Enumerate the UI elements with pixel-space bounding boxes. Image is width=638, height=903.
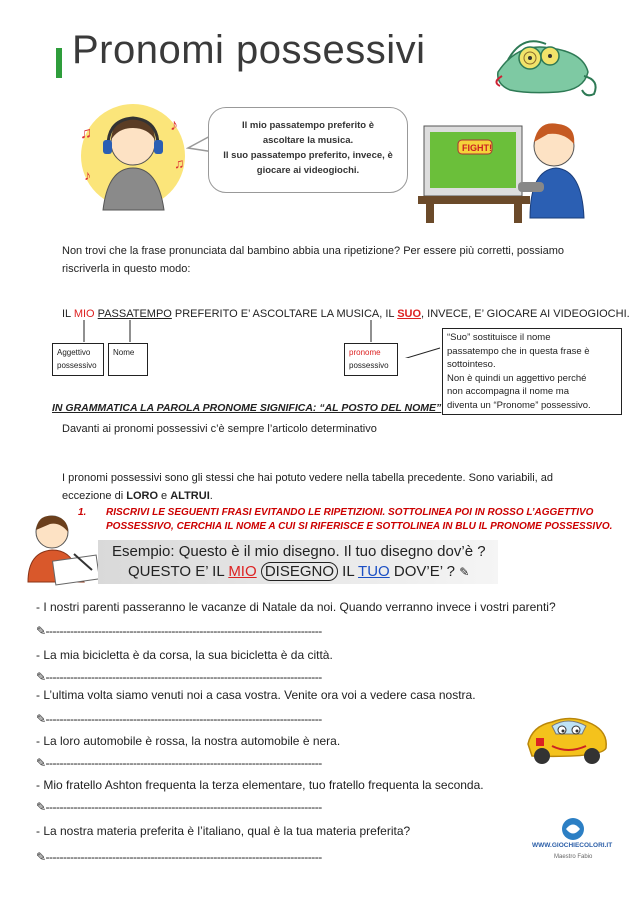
- pencil-icon: ✎: [459, 565, 470, 579]
- exercise-number: 1.: [78, 507, 87, 518]
- label-text: pronome: [349, 348, 381, 357]
- music-note-icon: ♫: [80, 125, 92, 142]
- answer-line-2[interactable]: ✎-------------------------------------------------------------------------------: [36, 670, 322, 684]
- exercise-sentence-3: - L’ultima volta siamo venuti noi a casa vostra. Venite ora voi a vedere casa nostra.: [36, 688, 476, 702]
- answer-line-3[interactable]: ✎-------------------------------------------------------------------------------: [36, 712, 322, 726]
- label-text: possessivo: [349, 361, 389, 370]
- intro-line: riscriverla in questo modo:: [62, 263, 191, 275]
- variable-line: I pronomi possessivi sono gli stessi che hai potuto vedere nella tabella precedente. Sono variabili, ad: [62, 472, 554, 484]
- sentence-text: PREFERITO E’ ASCOLTARE LA MUSICA, IL: [171, 308, 398, 320]
- note-line: “Suo” sostituisce il nome: [447, 332, 551, 343]
- note-box: [442, 328, 622, 415]
- example-answer: [128, 563, 469, 580]
- exercise-sentence-4: - La loro automobile è rossa, la nostra automobile è nera.: [36, 734, 341, 748]
- speech-bubble: [208, 107, 408, 193]
- intro-paragraph: [62, 242, 622, 278]
- speech-line: Il suo passatempo preferito, invece, è: [223, 150, 393, 161]
- exercise-sentence-2: - La mia bicicletta è da corsa, la sua bicicletta è da città.: [36, 648, 333, 662]
- label-pronome-possessivo: [344, 343, 398, 376]
- example-text: DOV’E’ ?: [389, 563, 456, 580]
- variable-altrui: ALTRUI: [170, 490, 210, 502]
- exercise-sentence-6: - La nostra materia preferita è l’italiano, qual è la tua materia preferita?: [36, 824, 411, 838]
- writing-boy-illustration: [14, 508, 106, 586]
- answer-line-4[interactable]: ✎-------------------------------------------------------------------------------: [36, 756, 322, 770]
- label-text: Nome: [113, 348, 135, 357]
- example-box: [98, 540, 498, 584]
- example-text: QUESTO E’ IL: [128, 563, 229, 580]
- sentence-text: , INVECE, E’ GIOCARE AI VIDEOGIOCHI.: [421, 308, 630, 320]
- music-note-icon: ♪: [84, 167, 91, 183]
- instruction-line: RISCRIVI LE SEGUENTI FRASI EVITANDO LE RIPETIZIONI. SOTTOLINEA POI IN ROSSO L’AGGETTIVO: [106, 507, 594, 518]
- sentence-passatempo: PASSATEMPO: [97, 308, 172, 320]
- speech-line: Il mio passatempo preferito è: [242, 120, 374, 131]
- example-mio: MIO: [228, 563, 257, 580]
- article-note: Davanti ai pronomi possessivi c’è sempre l’articolo determinativo: [62, 423, 377, 435]
- note-line: sottointeso.: [447, 359, 496, 370]
- exercise-sentence-5: - Mio fratello Ashton frequenta la terza elementare, tuo fratello frequenta la seconda.: [36, 778, 484, 792]
- label-text: Aggettivo: [57, 348, 91, 357]
- example-disegno: DISEGNO: [261, 562, 338, 581]
- sentence-mio: MIO: [73, 308, 95, 320]
- variable-note: [62, 469, 622, 505]
- label-nome: [108, 343, 148, 376]
- answer-line-5[interactable]: ✎-------------------------------------------------------------------------------: [36, 800, 322, 814]
- intro-line: Non trovi che la frase pronunciata dal bambino abbia una ripetizione? Per essere più corretti, possiamo: [62, 245, 565, 257]
- label-aggettivo-possessivo: [52, 343, 104, 376]
- example-tuo: TUO: [358, 563, 390, 580]
- note-line: non accompagna il nome ma: [447, 386, 569, 397]
- footer-site: WWW.GIOCHIECOLORI.IT: [532, 842, 613, 849]
- title-accent-bar: [56, 48, 62, 78]
- variable-text: .: [209, 490, 213, 502]
- speech-line: giocare ai videogiochi.: [256, 165, 360, 176]
- example-question: Esempio: Questo è il mio disegno. Il tuo disegno dov’è ?: [112, 543, 486, 560]
- note-line: diventa un “Pronome” possessivo.: [447, 399, 591, 411]
- answer-line-6[interactable]: ✎-------------------------------------------------------------------------------: [36, 850, 322, 864]
- note-line: Non è quindi un aggettivo perché: [447, 372, 587, 384]
- gamer-boy-illustration: [418, 98, 593, 223]
- note-line: passatempo che in questa frase è: [447, 345, 590, 357]
- cartoon-car-illustration: [522, 704, 612, 768]
- variable-text: e: [158, 490, 171, 502]
- example-text: IL: [338, 563, 359, 580]
- variable-loro: LORO: [126, 490, 158, 502]
- chameleon-illustration: [488, 20, 603, 100]
- site-logo-icon: [560, 816, 586, 842]
- instruction-line: POSSESSIVO, CERCHIA IL NOME A CUI SI RIFERISCE E SOTTOLINEA IN BLU IL PRONOME POSSESSIVO.: [106, 521, 613, 532]
- answer-line-1[interactable]: ✎-------------------------------------------------------------------------------: [36, 624, 322, 638]
- definition-heading: IN GRAMMATICA LA PAROLA PRONOME SIGNIFICA: “AL POSTO DEL NOME”: [52, 402, 442, 414]
- sentence-suo: SUO: [397, 308, 422, 320]
- exercise-instructions: [106, 506, 616, 534]
- sentence-text: IL: [62, 308, 74, 320]
- page-title: Pronomi possessivi: [72, 28, 426, 72]
- boy-music-illustration: [78, 98, 193, 216]
- footer-author: Maestro Fabio: [554, 854, 593, 860]
- label-text: possessivo: [57, 361, 97, 370]
- variable-text: eccezione di: [62, 490, 127, 502]
- monitor-text: FIGHT!: [462, 143, 492, 153]
- speech-line: ascoltare la musica.: [262, 135, 354, 146]
- music-note-icon: ♪: [170, 117, 178, 134]
- music-note-icon: ♫: [174, 155, 185, 171]
- exercise-sentence-1: - I nostri parenti passeranno le vacanze di Natale da noi. Quando verranno invece i vostri parenti?: [36, 600, 556, 614]
